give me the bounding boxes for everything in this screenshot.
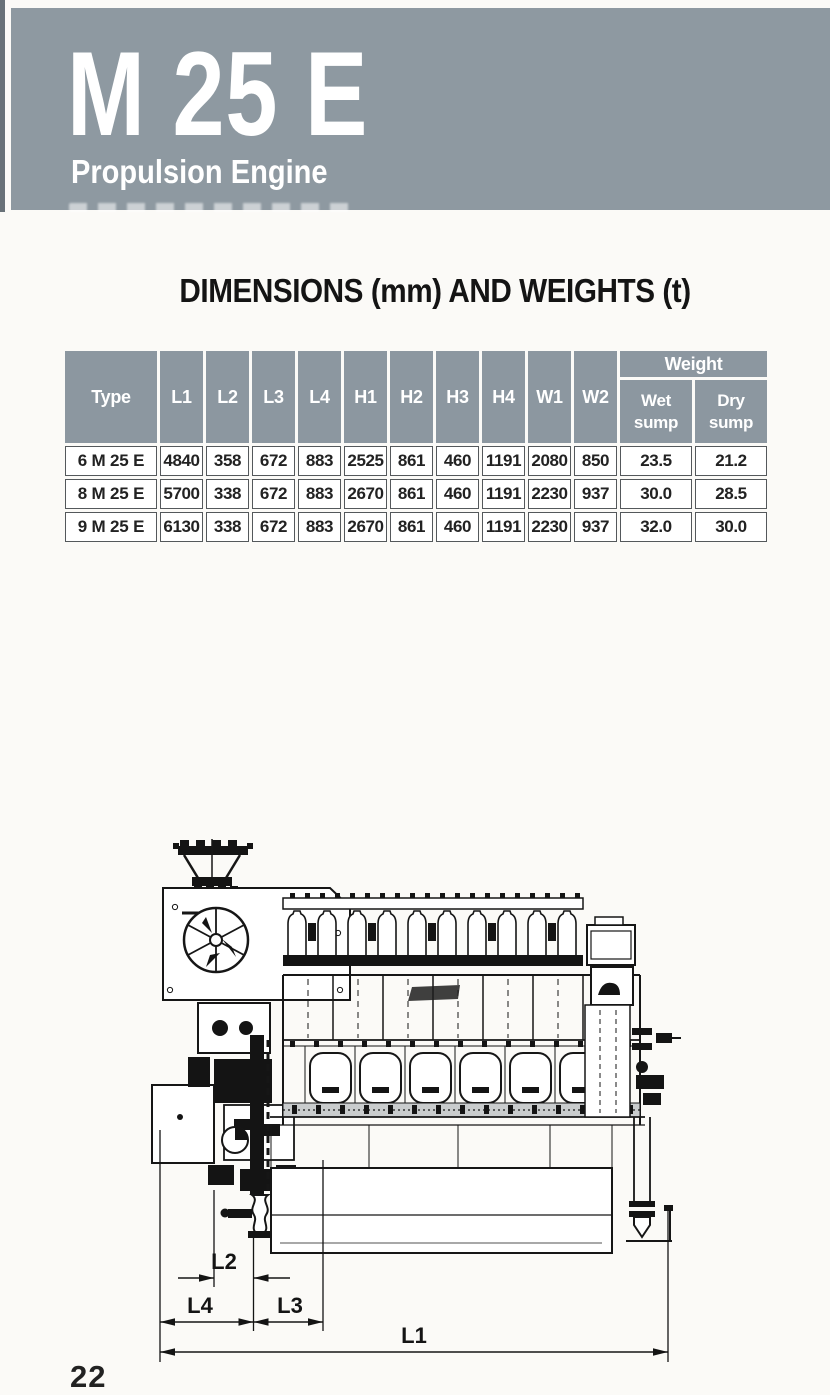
table-cell: 1191: [482, 446, 525, 476]
table-cell: 460: [436, 479, 479, 509]
table-row-8m25e: [65, 479, 767, 509]
table-row-9m25e: [65, 512, 767, 542]
table-cell: 883: [298, 446, 341, 476]
col-header-h1: H1: [344, 351, 387, 443]
row-type-label: 9 M 25 E: [65, 512, 157, 542]
table-cell: 861: [390, 479, 433, 509]
table-cell: 1191: [482, 479, 525, 509]
col-header-l1: L1: [160, 351, 203, 443]
header-banner: [11, 8, 830, 210]
table-cell: 883: [298, 479, 341, 509]
table-cell: 937: [574, 479, 617, 509]
row-type-label: 8 M 25 E: [65, 479, 157, 509]
table-cell: 2670: [344, 512, 387, 542]
table-cell: 28.5: [695, 479, 767, 509]
oil-sump: [271, 1168, 612, 1253]
wet-label-line2: sump: [633, 412, 679, 432]
dim-label-l4: L4: [187, 1293, 213, 1318]
dry-label-line1: Dry: [717, 391, 745, 411]
dry-label-line2: sump: [708, 412, 754, 432]
table-cell: 30.0: [620, 479, 692, 509]
dim-label-l3: L3: [277, 1293, 303, 1318]
col-header-wet-sump: [620, 380, 692, 443]
section-title: DIMENSIONS (mm) AND WEIGHTS (t): [179, 272, 691, 309]
table-cell: 2230: [528, 512, 571, 542]
col-header-l4: L4: [298, 351, 341, 443]
table-cell: 672: [252, 479, 295, 509]
dimension-l1: [160, 1323, 668, 1356]
table-cell: 30.0: [695, 512, 767, 542]
col-header-l3: L3: [252, 351, 295, 443]
page-number: 22: [70, 1359, 107, 1394]
scan-edge-strip: [0, 0, 5, 212]
table-cell: 2080: [528, 446, 571, 476]
dimension-l4-l3: [160, 1293, 323, 1326]
table-cell: 23.5: [620, 446, 692, 476]
col-header-dry-sump: [695, 380, 767, 443]
table-cell: 861: [390, 512, 433, 542]
table-cell: 672: [252, 446, 295, 476]
col-header-w1: W1: [528, 351, 571, 443]
dimensions-weights-table: [62, 348, 770, 545]
engine-subtitle: Propulsion Engine: [71, 153, 328, 190]
table-cell: 850: [574, 446, 617, 476]
table-cell: 861: [390, 446, 433, 476]
dim-label-l1: L1: [401, 1323, 427, 1348]
table-cell: 32.0: [620, 512, 692, 542]
table-cell: 338: [206, 512, 249, 542]
col-header-w2: W2: [574, 351, 617, 443]
table-cell: 672: [252, 512, 295, 542]
section-title-wrap: [40, 272, 830, 310]
engine-drawing-figure: [140, 835, 700, 1373]
col-header-l2: L2: [206, 351, 249, 443]
table-cell: 6130: [160, 512, 203, 542]
engine-side-view-svg: [140, 835, 700, 1373]
cylinder-heads: [283, 893, 583, 966]
table-cell: 358: [206, 446, 249, 476]
col-header-h4: H4: [482, 351, 525, 443]
table-cell: 460: [436, 446, 479, 476]
col-header-h3: H3: [436, 351, 479, 443]
crankcase-doors: [305, 1046, 605, 1103]
table-cell: 2230: [528, 479, 571, 509]
maker-logo-plate: [408, 985, 460, 1001]
table-cell: 2525: [344, 446, 387, 476]
table-row-6m25e: [65, 446, 767, 476]
table-cell: 5700: [160, 479, 203, 509]
clipped-text-artifact: [69, 203, 353, 212]
engine-model-title: M 25 E: [67, 27, 369, 161]
table-cell: 883: [298, 512, 341, 542]
wet-label-line1: Wet: [641, 391, 671, 411]
dim-label-l2: L2: [211, 1249, 237, 1274]
col-header-weight: Weight: [620, 351, 767, 377]
table-cell: 21.2: [695, 446, 767, 476]
table-cell: 460: [436, 512, 479, 542]
table-cell: 2670: [344, 479, 387, 509]
col-header-h2: H2: [390, 351, 433, 443]
table-cell: 4840: [160, 446, 203, 476]
row-type-label: 6 M 25 E: [65, 446, 157, 476]
table-cell: 937: [574, 512, 617, 542]
col-header-type: Type: [65, 351, 157, 443]
table-cell: 338: [206, 479, 249, 509]
table-cell: 1191: [482, 512, 525, 542]
